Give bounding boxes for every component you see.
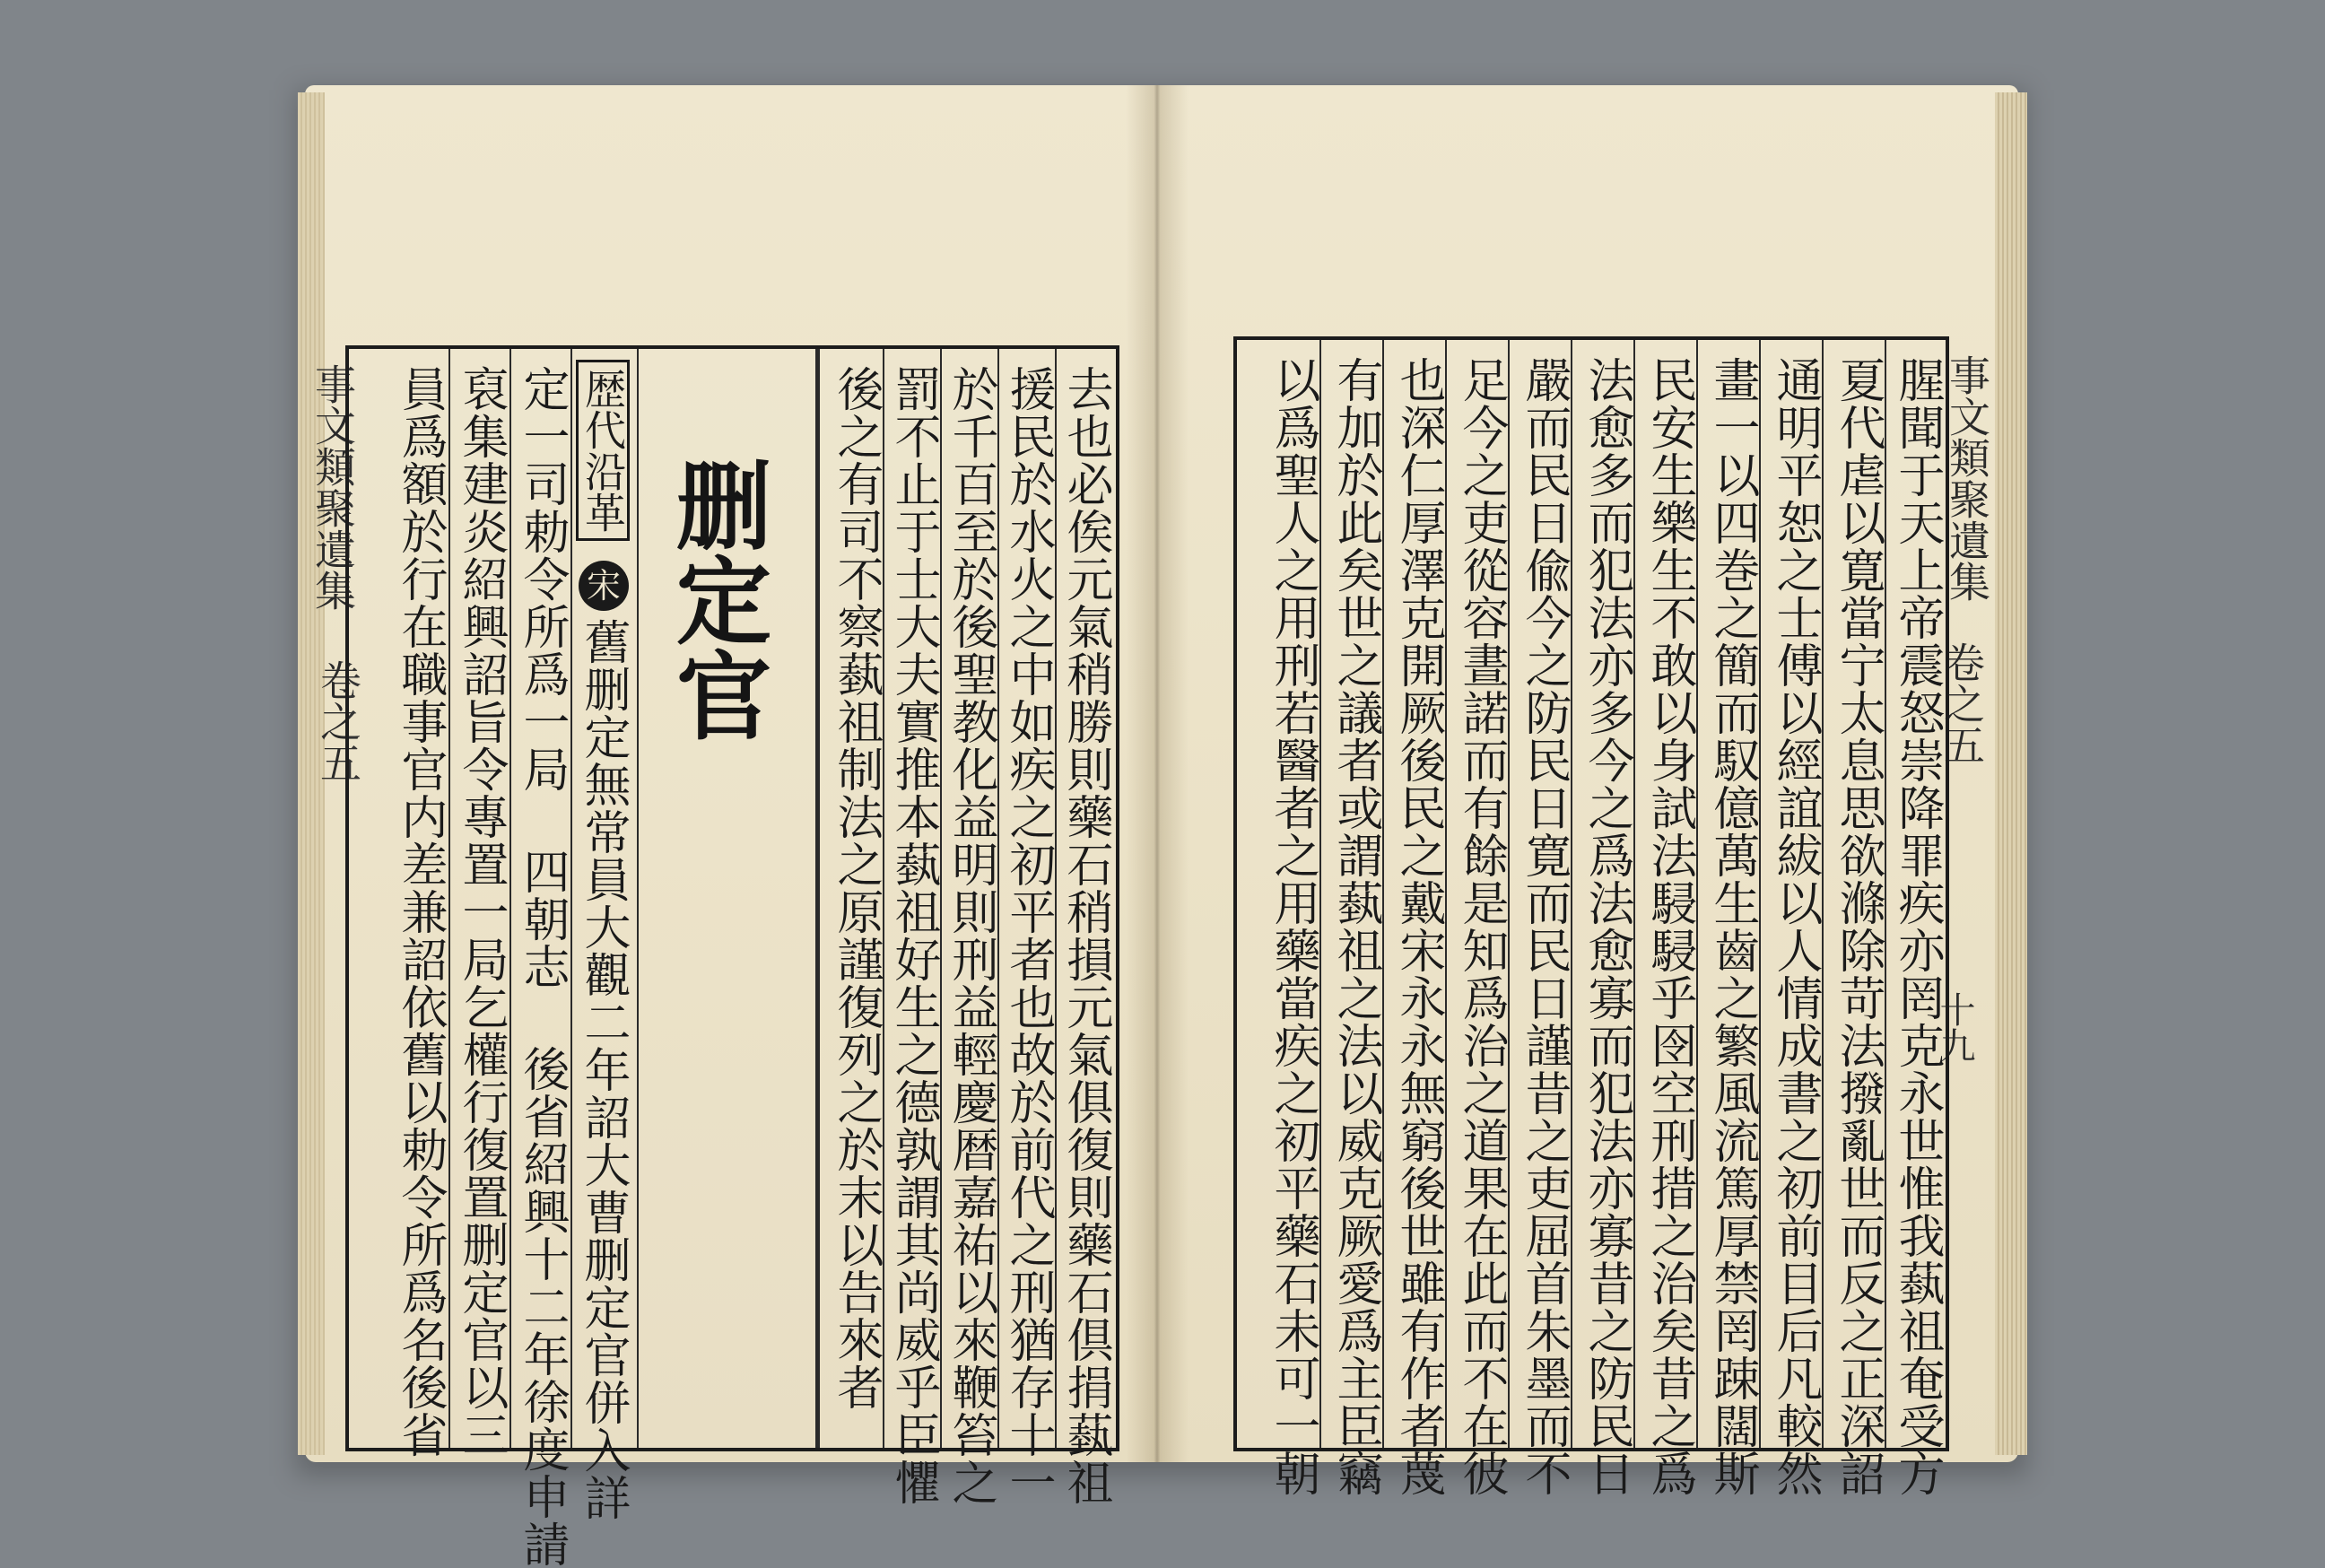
entry-heading: 删定官: [661, 457, 773, 742]
left-margin-title: 事文類聚遺集: [309, 363, 357, 611]
right-page-edges: [1995, 92, 2027, 1455]
column-rule: [570, 349, 572, 1448]
text-column: 足今之吏從容晝諾而有餘是知爲治之道果在此而不在彼: [1454, 356, 1508, 1497]
text-column: 於千百至於後聖教化益明則刑益輕慶暦嘉祐以來鞭笞之: [944, 365, 997, 1506]
text-column: 員爲額於行在職事官内差兼詔依舊以勅令所爲名後省: [393, 365, 447, 1459]
column-rule: [997, 349, 999, 1448]
column-rule: [940, 349, 942, 1448]
column-rule: [1055, 349, 1057, 1448]
dynasty-badge: 宋: [579, 561, 629, 611]
text-column: 腥聞于天上帝震怒崇降罪疾亦罔克永世惟我蓺祖奄受方: [1890, 356, 1944, 1497]
right-text-frame: [1233, 336, 1949, 1497]
column-rule: [1571, 340, 1572, 1448]
column-rule: [1885, 340, 1886, 1448]
right-margin-title: 事文類聚遺集: [1943, 354, 1991, 602]
text-column: 以爲聖人之用刑若醫者之用藥當疾之初平藥石未可一朝: [1266, 356, 1319, 1497]
left-text-frame: [345, 345, 1119, 1568]
section-divider: [815, 349, 820, 1448]
column-rule: [509, 349, 511, 1448]
text-column: 通明平恕之士傅以經誼紱以人情成書之初前目后凡較然: [1768, 356, 1822, 1497]
column-rule: [1633, 340, 1635, 1448]
text-column: 夏代虐以寛當宁太息思欲滌除苛法撥亂世而反之正深詔: [1831, 356, 1885, 1497]
column-rule: [637, 349, 639, 1448]
column-rule: [1759, 340, 1761, 1448]
column-rule: [1445, 340, 1447, 1448]
text-column: 舊删定無常員大觀二年詔大曹删定官併入詳: [576, 618, 630, 1521]
text-column: 裒集建炎紹興詔旨令專置一局乞權行復置删定官以三: [454, 365, 508, 1459]
text-column: 嚴而民日偸今之防民日寛而民日謹昔之吏屈首朱墨而不: [1517, 356, 1571, 1497]
left-page: [305, 85, 1154, 1568]
section-label-box: 歴代沿革: [576, 360, 630, 541]
text-column: 有加於此矣世之議者或謂蓺祖之法以威克厥愛爲主臣竊: [1328, 356, 1382, 1497]
text-column: 援民於水火之中如疾之初平者也故於前代之刑猶存十一: [1001, 365, 1055, 1506]
text-column: 也深仁厚澤克開厥後民之戴宋永永無窮後世雖有作者蔑: [1391, 356, 1445, 1497]
column-rule: [1508, 340, 1510, 1448]
right-page: [1154, 85, 2018, 1497]
folio-number: 十九: [1934, 991, 1975, 1063]
text-column: 畫一以四巻之簡而馭億萬生齒之繁風流篤厚禁罔踈闊斯: [1705, 356, 1759, 1497]
open-book: [305, 85, 2018, 1568]
text-column: 法愈多而犯法亦多今之爲法愈寡而犯法亦寡昔之防民日: [1580, 356, 1633, 1497]
left-margin-volume: 卷之五: [314, 659, 362, 783]
text-column: 罰不止于士大夫實推本蓺祖好生之德孰謂其尚威乎臣懼: [886, 365, 940, 1506]
text-column: 民安生樂生不敢以身試法駸駸乎囹空刑措之治矣昔之爲: [1642, 356, 1696, 1497]
book-gutter: [1126, 85, 1189, 1462]
text-column: 去也必俟元氣稍勝則藥石稍損元氣俱復則藥石倶捐蓺祖: [1058, 365, 1112, 1506]
column-rule: [1822, 340, 1824, 1448]
column-rule: [1382, 340, 1384, 1448]
column-rule: [883, 349, 884, 1448]
column-rule: [1319, 340, 1321, 1448]
text-column: 後之有司不察蓺祖制法之原謹復列之於末以告來者: [829, 365, 883, 1411]
column-rule: [1696, 340, 1698, 1448]
right-margin-volume: 卷之五: [1938, 641, 1986, 765]
text-column: 定一司勅令所爲一局 四朝志 後省紹興十二年徐度申請: [515, 365, 569, 1568]
column-rule: [448, 349, 450, 1448]
